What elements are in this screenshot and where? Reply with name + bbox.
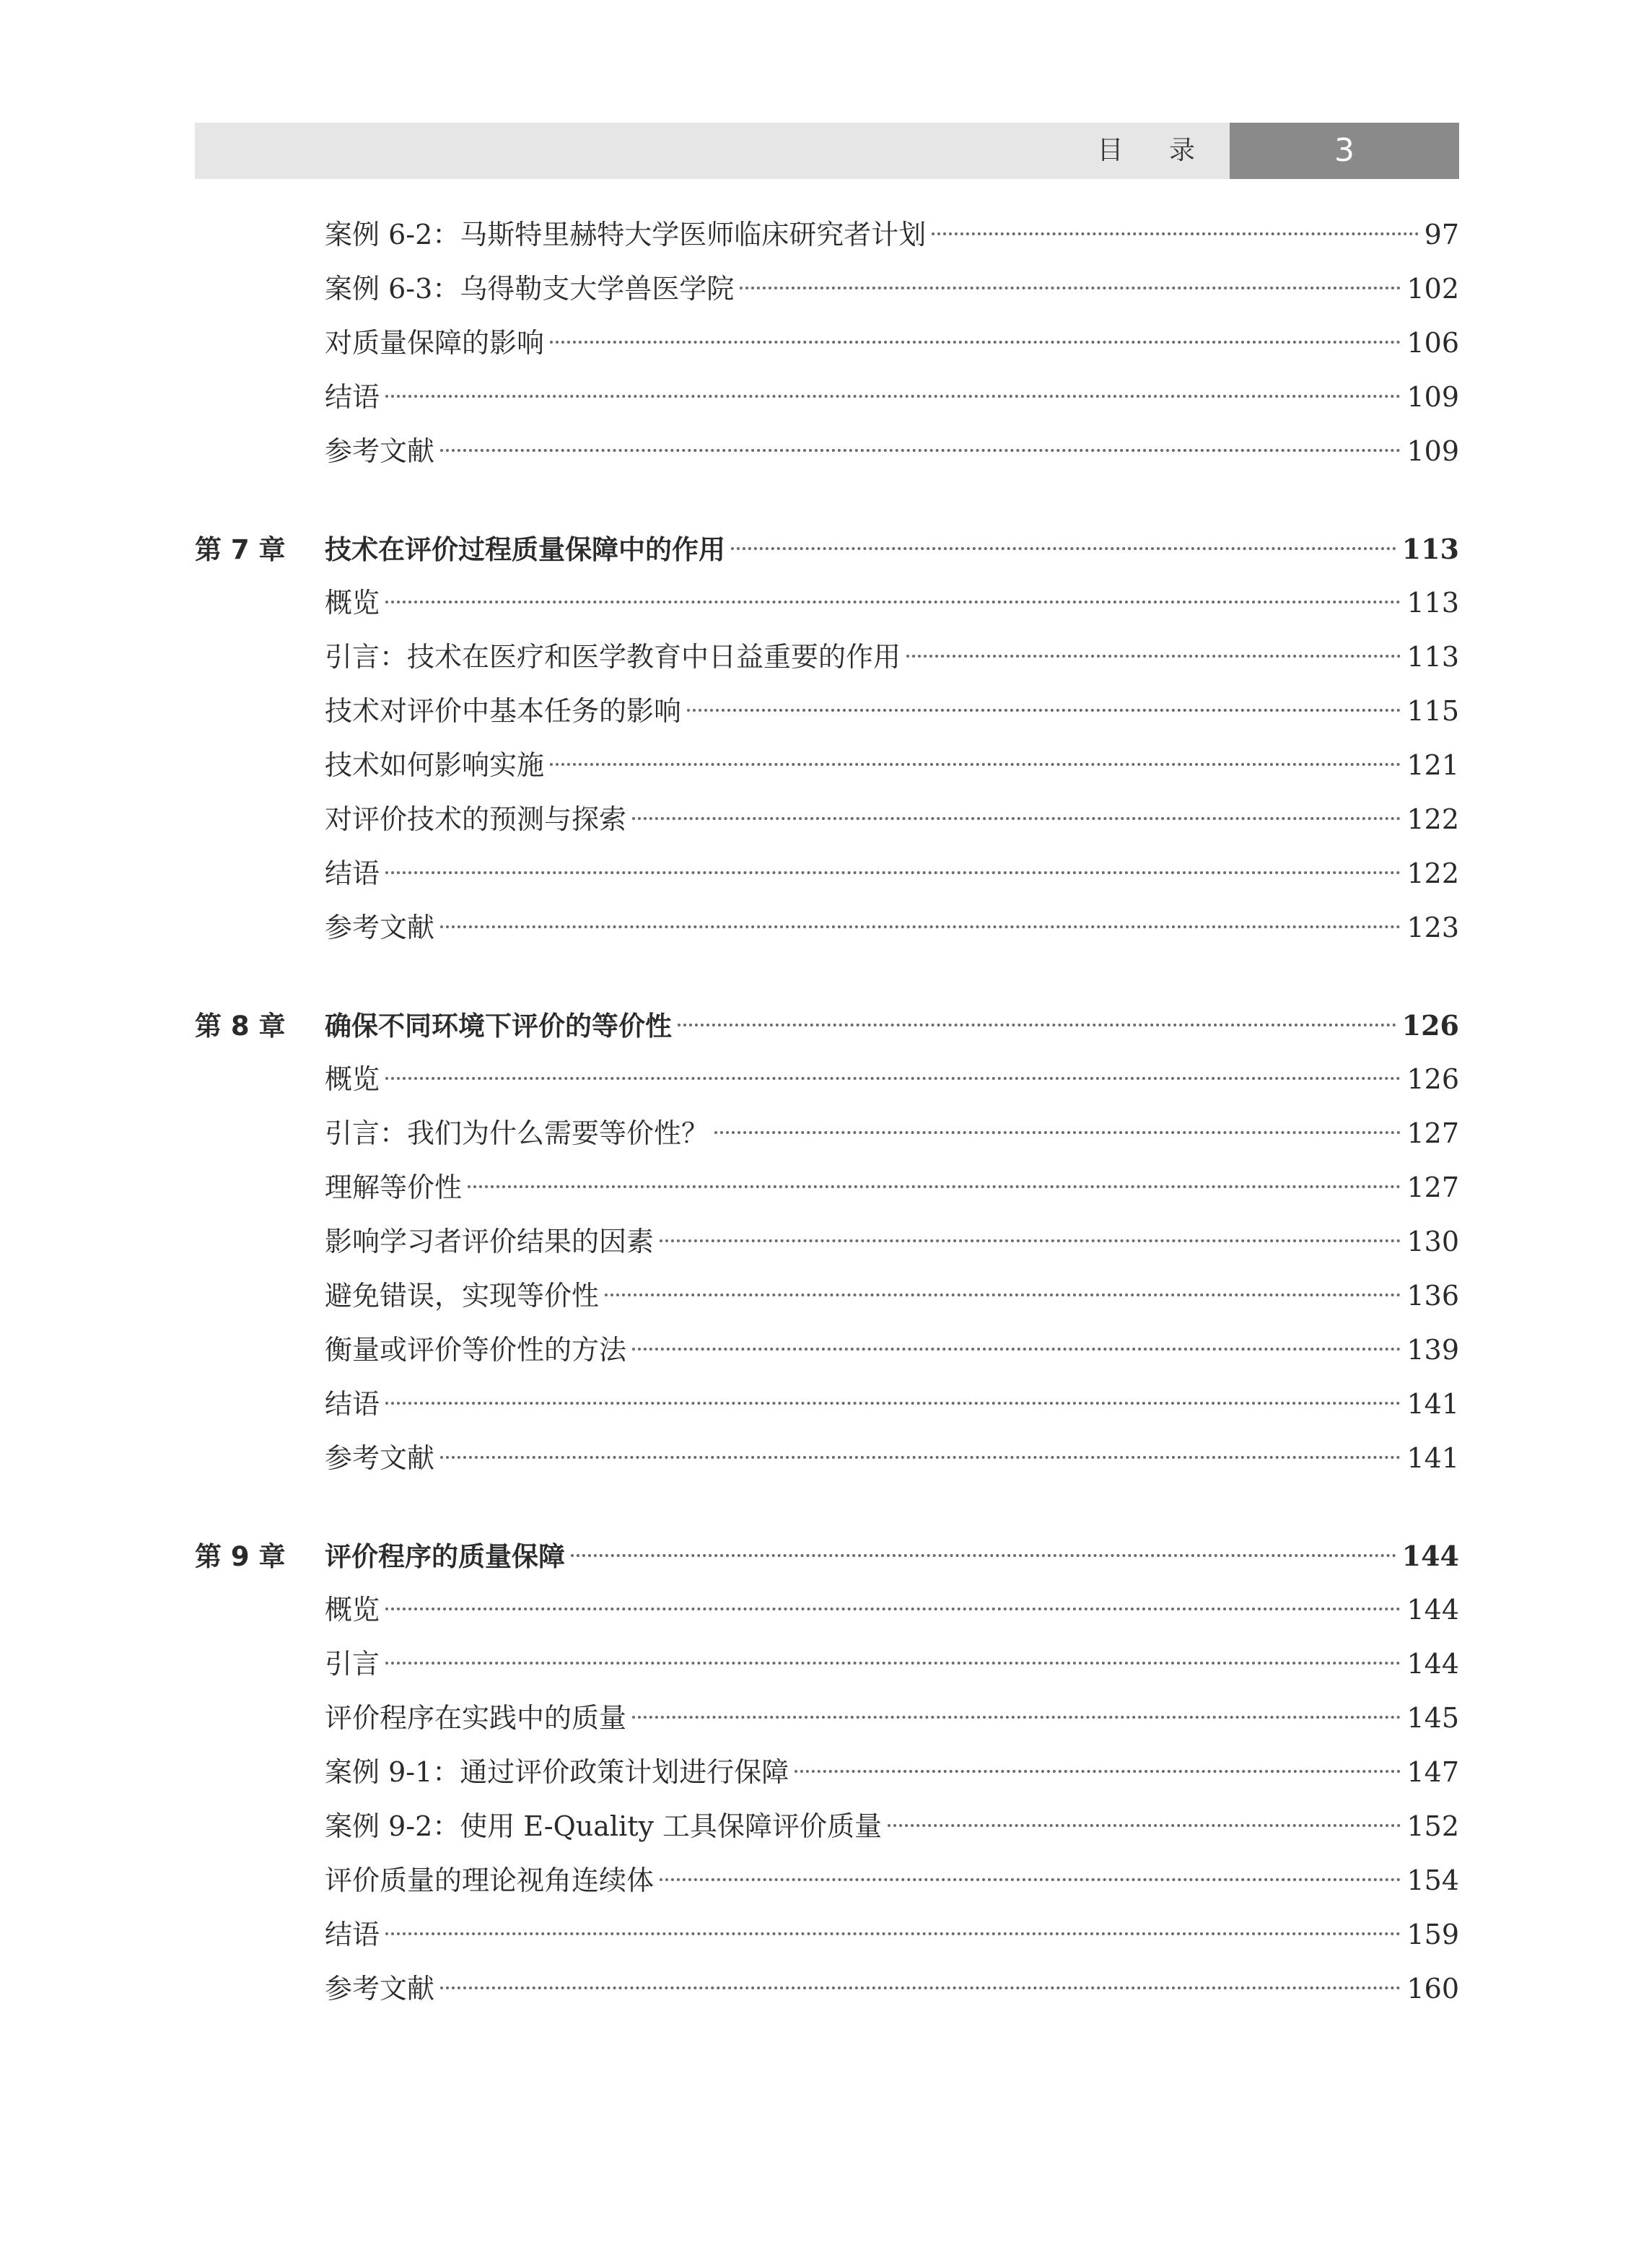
toc-entry-page: 144	[1406, 1594, 1459, 1626]
toc-entry-title: 技术如何影响实施	[325, 749, 545, 781]
dot-leader	[932, 232, 1418, 235]
dot-leader	[385, 1402, 1401, 1405]
toc-entry-page: 127	[1406, 1117, 1459, 1149]
toc-entry[interactable]	[195, 1323, 1459, 1377]
toc-entry-page: 115	[1406, 695, 1459, 727]
toc-entry[interactable]	[195, 1637, 1459, 1691]
toc-entry-title: 案例 9-1：通过评价政策计划进行保障	[325, 1756, 789, 1788]
dot-leader	[632, 1348, 1401, 1351]
dot-leader	[605, 1294, 1401, 1296]
toc-entry[interactable]	[195, 1583, 1459, 1637]
toc-entry-page: 109	[1406, 381, 1459, 413]
toc-entry-page: 109	[1406, 435, 1459, 467]
toc-entry-page: 121	[1406, 749, 1459, 781]
dot-leader	[385, 1608, 1401, 1610]
toc-entry-page: 152	[1406, 1810, 1459, 1842]
toc-entry[interactable]	[195, 901, 1459, 955]
running-header	[195, 123, 1459, 179]
dot-leader	[888, 1824, 1401, 1827]
toc-entry-page: 145	[1406, 1702, 1459, 1734]
dot-leader	[385, 1932, 1401, 1935]
toc-entry-title: 参考文献	[325, 1442, 435, 1474]
table-of-contents	[195, 208, 1459, 2016]
toc-entry-page: 123	[1406, 912, 1459, 943]
dot-leader	[714, 1131, 1401, 1134]
toc-entry-title: 引言：我们为什么需要等价性？	[325, 1117, 709, 1149]
dot-leader	[550, 341, 1401, 344]
toc-entry[interactable]	[195, 793, 1459, 847]
toc-entry[interactable]	[195, 316, 1459, 370]
dot-leader	[385, 1077, 1401, 1080]
toc-entry-title: 概览	[325, 1594, 380, 1626]
toc-entry-title: 对质量保障的影响	[325, 327, 545, 359]
toc-chapter-9[interactable]	[195, 1529, 1459, 1583]
toc-entry-page: 122	[1406, 858, 1459, 889]
dot-leader	[687, 709, 1401, 712]
toc-entry-title: 参考文献	[325, 435, 435, 467]
dot-leader	[440, 449, 1401, 452]
toc-entry[interactable]	[195, 1377, 1459, 1431]
toc-entry[interactable]	[195, 1908, 1459, 1962]
dot-leader	[385, 601, 1401, 603]
toc-entry-title: 案例 6-2：马斯特里赫特大学医师临床研究者计划	[325, 219, 927, 250]
toc-entry-page: 141	[1406, 1442, 1459, 1474]
dot-leader	[440, 925, 1401, 928]
toc-entry-page: 106	[1406, 327, 1459, 359]
toc-entry[interactable]	[195, 576, 1459, 630]
toc-entry-title: 技术对评价中基本任务的影响	[325, 695, 682, 727]
dot-leader	[385, 871, 1401, 874]
dot-leader	[660, 1878, 1401, 1881]
toc-entry-title: 避免错误，实现等价性	[325, 1280, 600, 1312]
toc-chapter-8[interactable]	[195, 998, 1459, 1052]
toc-entry-title: 案例 9-2：使用 E-Quality 工具保障评价质量	[325, 1810, 883, 1842]
toc-entry-title: 结语	[325, 1919, 380, 1950]
dot-leader	[632, 1716, 1401, 1719]
toc-entry-page: 113	[1406, 587, 1459, 619]
chapter-page: 144	[1401, 1540, 1459, 1572]
toc-entry-title: 对评价技术的预测与探索	[325, 803, 627, 835]
chapter-title: 确保不同环境下评价的等价性	[325, 1011, 672, 1042]
dot-leader	[385, 395, 1401, 398]
dot-leader	[740, 287, 1401, 289]
toc-entry[interactable]	[195, 1431, 1459, 1486]
toc-entry[interactable]	[195, 1691, 1459, 1745]
toc-entry-title: 影响学习者评价结果的因素	[325, 1226, 655, 1257]
dot-leader	[678, 1024, 1396, 1026]
toc-entry[interactable]	[195, 684, 1459, 738]
toc-entry-page: 127	[1406, 1172, 1459, 1203]
toc-entry-page: 154	[1406, 1864, 1459, 1896]
toc-entry[interactable]	[195, 1161, 1459, 1215]
toc-entry-title: 概览	[325, 1063, 380, 1095]
dot-leader	[550, 763, 1401, 766]
toc-entry-title: 结语	[325, 858, 380, 889]
toc-chapter-7[interactable]	[195, 522, 1459, 576]
dot-leader	[440, 1456, 1401, 1459]
toc-entry-page: 159	[1406, 1919, 1459, 1950]
chapter-number: 第 8 章	[195, 1011, 286, 1042]
toc-entry-title: 案例 6-3：乌得勒支大学兽医学院	[325, 273, 735, 305]
toc-entry[interactable]	[195, 262, 1459, 316]
header-page-number: 3	[1230, 123, 1459, 179]
toc-entry-page: 160	[1406, 1973, 1459, 2005]
toc-entry[interactable]	[195, 1215, 1459, 1269]
dot-leader	[731, 547, 1396, 550]
dot-leader	[385, 1662, 1401, 1665]
header-title: 目 录	[1097, 136, 1214, 165]
toc-entry[interactable]	[195, 208, 1459, 262]
toc-entry[interactable]	[195, 1745, 1459, 1800]
toc-entry-title: 评价程序在实践中的质量	[325, 1702, 627, 1734]
toc-entry-title: 引言：技术在医疗和医学教育中日益重要的作用	[325, 641, 901, 673]
toc-entry-page: 141	[1406, 1388, 1459, 1420]
dot-leader	[906, 655, 1401, 658]
dot-leader	[468, 1185, 1401, 1188]
toc-entry-title: 参考文献	[325, 1973, 435, 2005]
toc-entry[interactable]	[195, 738, 1459, 793]
toc-entry[interactable]	[195, 424, 1459, 479]
chapter-title: 技术在评价过程质量保障中的作用	[325, 534, 725, 565]
toc-entry[interactable]	[195, 1962, 1459, 2016]
toc-entry-page: 136	[1406, 1280, 1459, 1312]
dot-leader	[571, 1554, 1396, 1557]
toc-entry-page: 130	[1406, 1226, 1459, 1257]
toc-entry-page: 97	[1424, 219, 1459, 250]
toc-entry-page: 147	[1406, 1756, 1459, 1788]
toc-entry[interactable]	[195, 370, 1459, 424]
toc-entry-page: 139	[1406, 1334, 1459, 1366]
chapter-number: 第 7 章	[195, 534, 286, 565]
toc-entry-title: 评价质量的理论视角连续体	[325, 1864, 655, 1896]
toc-entry-title: 参考文献	[325, 912, 435, 943]
toc-entry[interactable]	[195, 847, 1459, 901]
dot-leader	[795, 1770, 1401, 1773]
toc-entry[interactable]	[195, 1107, 1459, 1161]
toc-entry-title: 衡量或评价等价性的方法	[325, 1334, 627, 1366]
toc-entry-title: 结语	[325, 381, 380, 413]
chapter-number: 第 9 章	[195, 1541, 286, 1572]
toc-entry[interactable]	[195, 1269, 1459, 1323]
toc-entry-page: 102	[1406, 273, 1459, 305]
toc-entry-page: 126	[1406, 1063, 1459, 1095]
chapter-page: 113	[1401, 533, 1459, 565]
dot-leader	[660, 1239, 1401, 1242]
chapter-title: 评价程序的质量保障	[325, 1541, 565, 1572]
toc-entry-title: 引言	[325, 1648, 380, 1680]
dot-leader	[440, 1986, 1401, 1989]
toc-entry[interactable]	[195, 1800, 1459, 1854]
toc-entry-page: 113	[1406, 641, 1459, 673]
toc-entry-page: 122	[1406, 803, 1459, 835]
dot-leader	[632, 817, 1401, 820]
toc-entry[interactable]	[195, 1052, 1459, 1107]
toc-entry-title: 理解等价性	[325, 1172, 463, 1203]
toc-entry-title: 概览	[325, 587, 380, 619]
chapter-page: 126	[1401, 1009, 1459, 1042]
toc-entry-title: 结语	[325, 1388, 380, 1420]
toc-entry[interactable]	[195, 630, 1459, 684]
toc-entry[interactable]	[195, 1854, 1459, 1908]
toc-entry-page: 144	[1406, 1648, 1459, 1680]
